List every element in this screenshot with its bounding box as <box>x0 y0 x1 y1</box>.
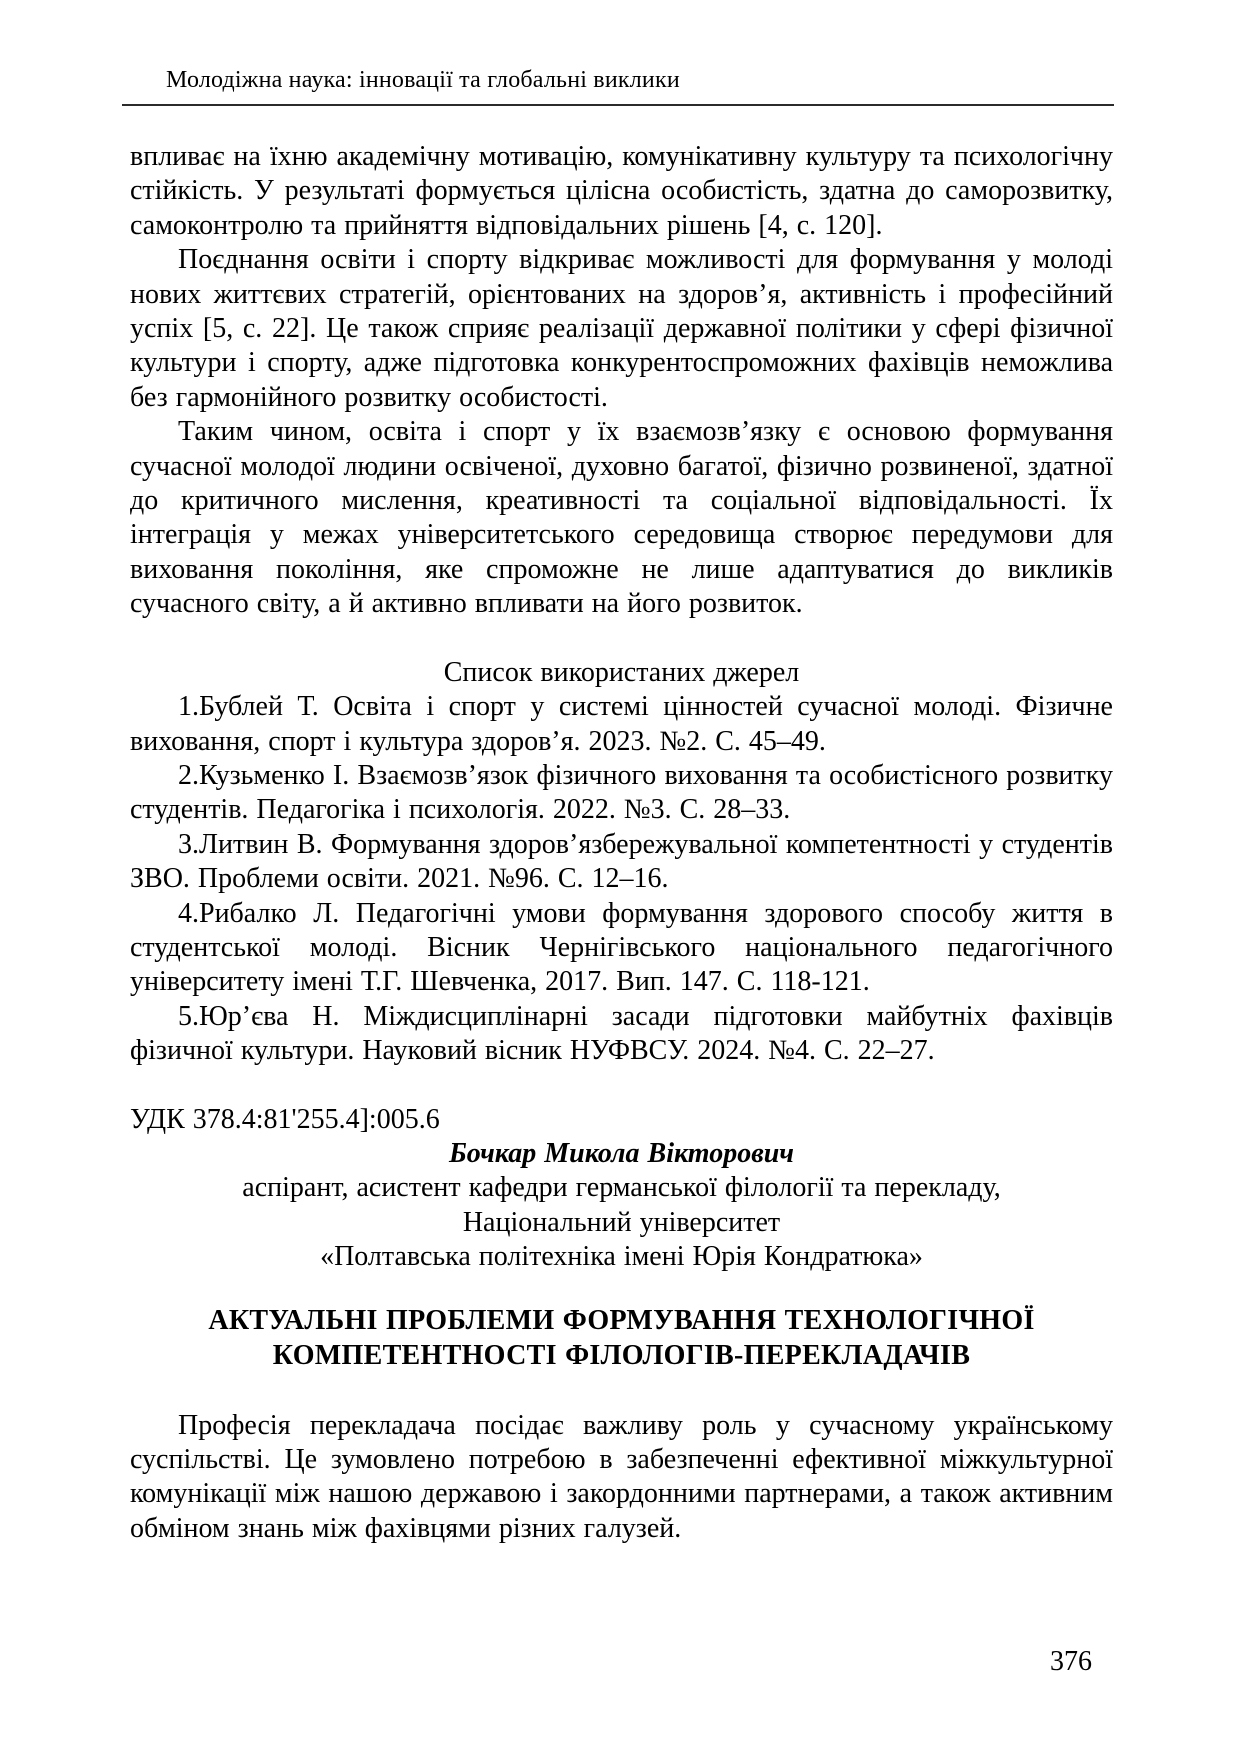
page-header <box>122 66 1114 106</box>
body-paragraph: Поєднання освіти і спорту відкриває можливості для формування у молоді нових життєвих стратегій, орієнтованих на здоров’я, активність і професійний успіх [5, с. 22]. Це також сприяє реалізації державної політики у сфері фізичної культури і спорту, адже підготовка конкурентоспроможних фахівців неможлива без гармонійного розвитку особистості. <box>130 244 1113 413</box>
reference-item: 3.Литвин В. Формування здоров’язбережувальної компетентності у студентів ЗВО. Проблеми освіти. 2021. №96. С. 12–16. <box>130 828 1113 895</box>
affiliation-line: «Полтавська політехніка імені Юрія Кондратюка» <box>320 1241 923 1273</box>
affiliation-line: Національний університет <box>462 1206 781 1238</box>
running-title: Молодіжна наука: інновації та глобальні виклики <box>166 67 680 93</box>
author-name: Бочкар Микола Вікторович <box>449 1137 794 1169</box>
body-paragraph: Таким чином, освіта і спорт у їх взаємозв’язку є основою формування сучасної молодої людини освіченої, духовно багатої, фізично розвиненої, здатної до критичного мислення, креативності та соціальної відповідальності. Їх інтеграція у межах університетського середовища створює передумови для виховання покоління, яке спроможне не лише адаптуватися до викликів сучасного світу, а й активно впливати на його розвиток. <box>130 416 1113 620</box>
reference-item: 5.Юр’єва Н. Міждисциплінарні засади підготовки майбутніх фахівців фізичної культури. Науковий вісник НУФВСУ. 2024. №4. С. 22–27. <box>130 1000 1113 1067</box>
affiliation-line: аспірант, асистент кафедри германської філології та перекладу, <box>242 1172 1001 1204</box>
reference-item: 2.Кузьменко І. Взаємозв’язок фізичного виховання та особистісного розвитку студентів. Педагогіка і психологія. 2022. №3. С. 28–33. <box>130 759 1113 826</box>
page-number: 376 <box>1050 1646 1092 1677</box>
reference-item: 1.Бублей Т. Освіта і спорт у системі цінностей сучасної молоді. Фізичне виховання, спорт і культура здоров’я. 2023. №2. С. 45–49. <box>130 691 1113 757</box>
body-paragraph: Професія перекладача посідає важливу роль у сучасному українському суспільстві. Це зумовлено потребою в забезпеченні ефективної міжкультурної комунікації між нашою державою і закордонними партнерами, а також активним обміном знань між фахівцями різних галузей. <box>130 1409 1113 1544</box>
page-content <box>130 140 1113 1546</box>
header-rule <box>122 104 1114 106</box>
article-title: АКТУАЛЬНІ ПРОБЛЕМИ ФОРМУВАННЯ ТЕХНОЛОГІЧНОЇ КОМПЕТЕНТНОСТІ ФІЛОЛОГІВ-ПЕРЕКЛАДАЧІВ <box>208 1304 1035 1371</box>
reference-item: 4.Рибалко Л. Педагогічні умови формування здорового способу життя в студентської молоді. Вісник Чернігівського національного педагогічного університету імені Т.Г. Шевченка, 2017. Вип. 147. С. 118-121. <box>130 897 1113 998</box>
continuation-paragraph: впливає на їхню академічну мотивацію, комунікативну культуру та психологічну стійкість. У результаті формується цілісна особистість, здатна до саморозвитку, самоконтролю та прийняття відповідальних рішень [4, с. 120]. <box>130 141 1113 241</box>
references-heading: Список використаних джерел <box>443 656 800 688</box>
udc-code: УДК 378.4:81'255.4]:005.6 <box>130 1103 440 1135</box>
